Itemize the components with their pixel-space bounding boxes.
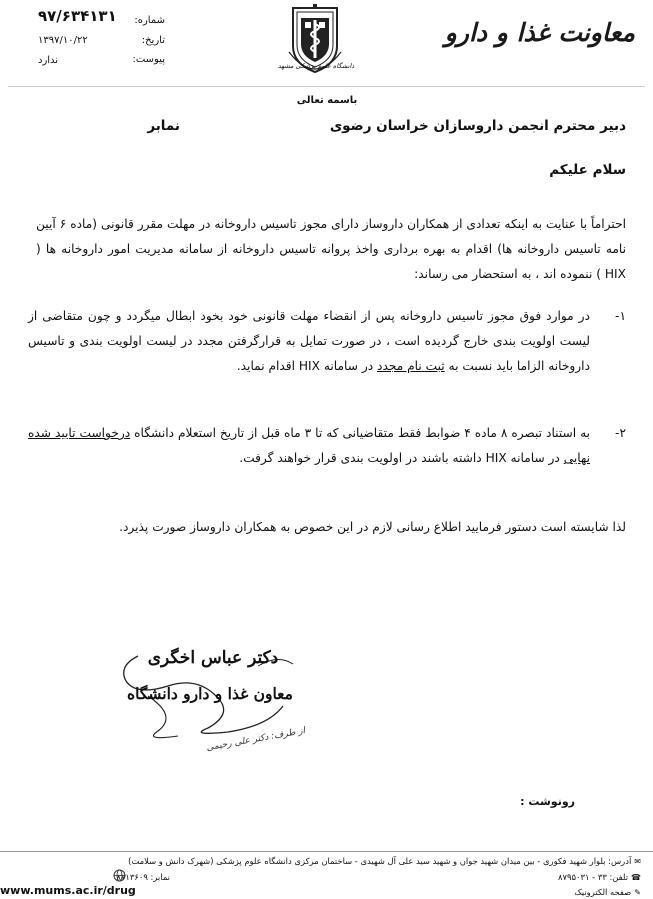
website-link[interactable]: www.mums.ac.ir/drug [0,884,136,897]
footer-address: ✉آدرس: بلوار شهید فکوری - بین میدان شهید جوان و شهید سید علی آل شهیدی - ساختمان مرکزی دانشگاه علوم پزشکی (شهرک دانش و سلامت) [128,856,641,866]
header-divider [8,86,645,87]
greeting: سلام علیکم [549,162,626,178]
list-item-text: به استناد تبصره ۸ ماده ۴ ضوابط فقط متقاضیانی که تا ۳ ماه قبل از تاریخ استعلام دانشگاه درخواست تایید شده نهایی در سامانه HIX داشته باشند در اولویت بندی قرار خواهند گرفت. [28,426,590,465]
link-icon: ✎ [634,888,641,897]
letter-number-label: شماره: [134,15,165,26]
list-item-text: در موارد فوق مجوز تاسیس داروخانه پس از انقضاء مهلت قانونی خود بخود ابطال میگردد و چون متقاضی از لیست اولویت بندی خارج گردیده است ، در صورت تمایل به قرارگرفتن مجدد در لیست اولویت بندی و تاسیس داروخانه الزاما باید نسبت به ثبت نام مجدد در سامانه HIX اقدام نماید. [28,309,590,373]
underlined-phrase: درخواست تایید شده نهایی [28,426,590,465]
cc-label: رونوشت : [520,795,575,808]
recipient: دبیر محترم انجمن داروسازان خراسان رضوی [329,118,626,134]
footer-divider [0,851,653,852]
signature-note: از طرف: دکتر علی رحیمی [205,726,306,754]
address-icon: ✉ [634,857,641,866]
signatory-title: معاون غذا و دارو دانشگاه [127,684,293,703]
closing-paragraph: لذا شایسته است دستور فرمایید اطلاع رسانی لازم در این خصوص به همکاران داروساز صورت پذیرد. [119,520,626,534]
footer-fax: نمابر: ۸۷۱۳۶۰۹ [116,872,170,882]
letter-attachment-value: ندارد [38,55,59,66]
letter-number-value: ۹۷/۶۳۴۱۳۱ [38,7,117,25]
letter-meta [0,7,178,70]
letter-attachment-label: پیوست: [132,54,165,65]
signatory-name: دکتر عباس اخگری [147,648,279,668]
list-item-number: ۱- [615,309,626,323]
letter-date-label: تاریخ: [141,35,165,46]
bismillah: باسمه تعالی [296,95,358,106]
footer-phone: ☎تلفن: ۳۳ - ۸۷۹۵۰۳۱ [557,872,641,882]
letter-date-value: ۱۳۹۷/۱۰/۲۲ [38,35,88,46]
department-title: معاونت غذا و دارو [444,18,635,47]
university-name: دانشگاه علوم پزشکی مشهد [277,62,355,70]
footer-web-label: ✎صفحه الکترونیک [574,887,641,897]
underlined-phrase: ثبت نام مجدد [377,359,445,373]
phone-icon: ☎ [631,873,641,882]
fax-label: نمابر [147,118,180,134]
globe-icon [113,869,126,882]
intro-paragraph: احتراماً با عنایت به اینکه تعدادی از همکاران داروساز دارای مجوز تاسیس داروخانه در مهلت مقرر قانونی (ماده ۶ آیین نامه تاسیس داروخانه ها) اقدام به بهره برداری واخذ پروانه تاسیس داروخانه از سامانه مدیریت امور داروخانه ها ( HIX ) ننموده اند ، به استحضار می رساند: [36,217,626,281]
list-item-number: ۲- [615,426,626,440]
